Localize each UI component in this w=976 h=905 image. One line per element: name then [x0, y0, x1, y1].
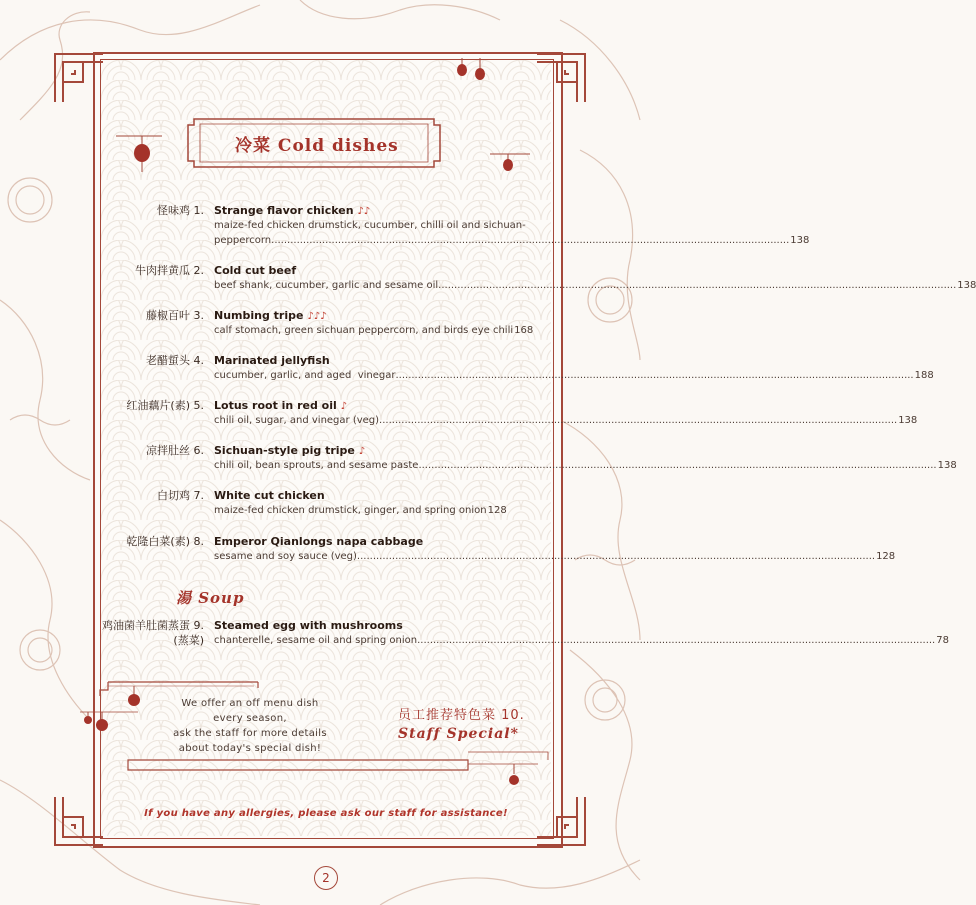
staff-special-chinese: 员工推荐特色菜 10.: [398, 708, 525, 723]
dish-chinese-name: 红油藕片(素) 5.: [126, 399, 204, 412]
staff-special-title: Staff Special*: [398, 726, 519, 742]
page-number: 2: [314, 866, 338, 890]
section-title-cold-dishes: 冷菜 Cold dishes: [235, 136, 399, 156]
chili-icon: ♪: [358, 446, 366, 457]
dish-description: chili oil, bean sprouts, and sesame paste ..... 138: [214, 458, 504, 473]
dish-description: beef shank, cucumber, garlic and sesame oil ..... 138: [214, 278, 504, 293]
lantern-icon: [116, 126, 162, 176]
dish-price: 168: [514, 325, 534, 336]
dish-description: maize-fed chicken drumstick, ginger, and spring onion 128: [214, 505, 507, 516]
allergy-notice: If you have any allergies, please ask our staff for assistance!: [144, 808, 508, 819]
dish-price: 138: [790, 235, 810, 246]
corner-ornament-bottom-right: [535, 795, 587, 847]
corner-ornament-top-right: [535, 52, 587, 104]
dish-chinese-name: 凉拌肚丝 6.: [146, 444, 204, 457]
dish-name: Numbing tripe ♪♪♪: [214, 309, 327, 322]
dish-price: 128: [876, 551, 896, 562]
lantern-icon: [454, 58, 494, 88]
dish-description: chili oil, sugar, and vinegar (veg) ..... 138: [214, 413, 504, 428]
chili-icon: ♪: [340, 401, 348, 412]
dish-chinese-name: 鸡油菌羊肚菌蒸蛋 9. (蒸菜): [102, 619, 204, 647]
dish-price: 188: [914, 370, 934, 381]
dish-name: Marinated jellyfish: [214, 354, 330, 367]
section-title-soup: 湯 Soup: [176, 589, 245, 607]
dish-chinese-name: 老醋蜇头 4.: [146, 354, 204, 367]
dish-description: maize-fed chicken drumstick, cucumber, chilli oil and sichuan- peppercorn ..... 138: [214, 218, 504, 248]
lantern-icon: [490, 148, 530, 178]
dish-description: sesame and soy sauce (veg) ..... 128: [214, 549, 504, 564]
chili-icon: ♪♪: [357, 206, 371, 217]
dish-price: 138: [898, 415, 918, 426]
corner-ornament-bottom-left: [53, 795, 105, 847]
dish-chinese-name: 白切鸡 7.: [157, 489, 204, 502]
dish-description: chanterelle, sesame oil and spring onion ..... 78: [214, 633, 518, 648]
dish-name: White cut chicken: [214, 489, 325, 502]
dish-description: cucumber, garlic, and aged vinegar ..... 188: [214, 368, 504, 383]
dish-price: 78: [936, 635, 949, 646]
dish-price: 138: [957, 280, 976, 291]
dish-description: calf stomach, green sichuan peppercorn, and birds eye chili 168: [214, 325, 534, 336]
dish-name: Strange flavor chicken ♪♪: [214, 204, 371, 217]
chili-icon: ♪♪♪: [307, 311, 327, 322]
dish-chinese-name: 牛肉拌黄瓜 2.: [135, 264, 204, 277]
corner-ornament-top-left: [53, 52, 105, 104]
dish-name: Steamed egg with mushrooms: [214, 619, 403, 632]
dish-name: Emperor Qianlongs napa cabbage: [214, 535, 424, 548]
dish-price: 128: [487, 505, 507, 516]
dish-chinese-name: 乾隆白菜(素) 8.: [126, 535, 204, 548]
dish-chinese-name: 藤椒百叶 3.: [146, 309, 204, 322]
dish-price: 138: [937, 460, 957, 471]
dish-chinese-name: 怪味鸡 1.: [157, 204, 204, 217]
dish-name: Cold cut beef: [214, 264, 297, 277]
dish-name: Sichuan-style pig tripe ♪: [214, 444, 366, 457]
dish-name: Lotus root in red oil ♪: [214, 399, 348, 412]
off-menu-notice: We offer an off menu dish every season, ask the staff for more details about today's special dish!: [173, 698, 327, 754]
